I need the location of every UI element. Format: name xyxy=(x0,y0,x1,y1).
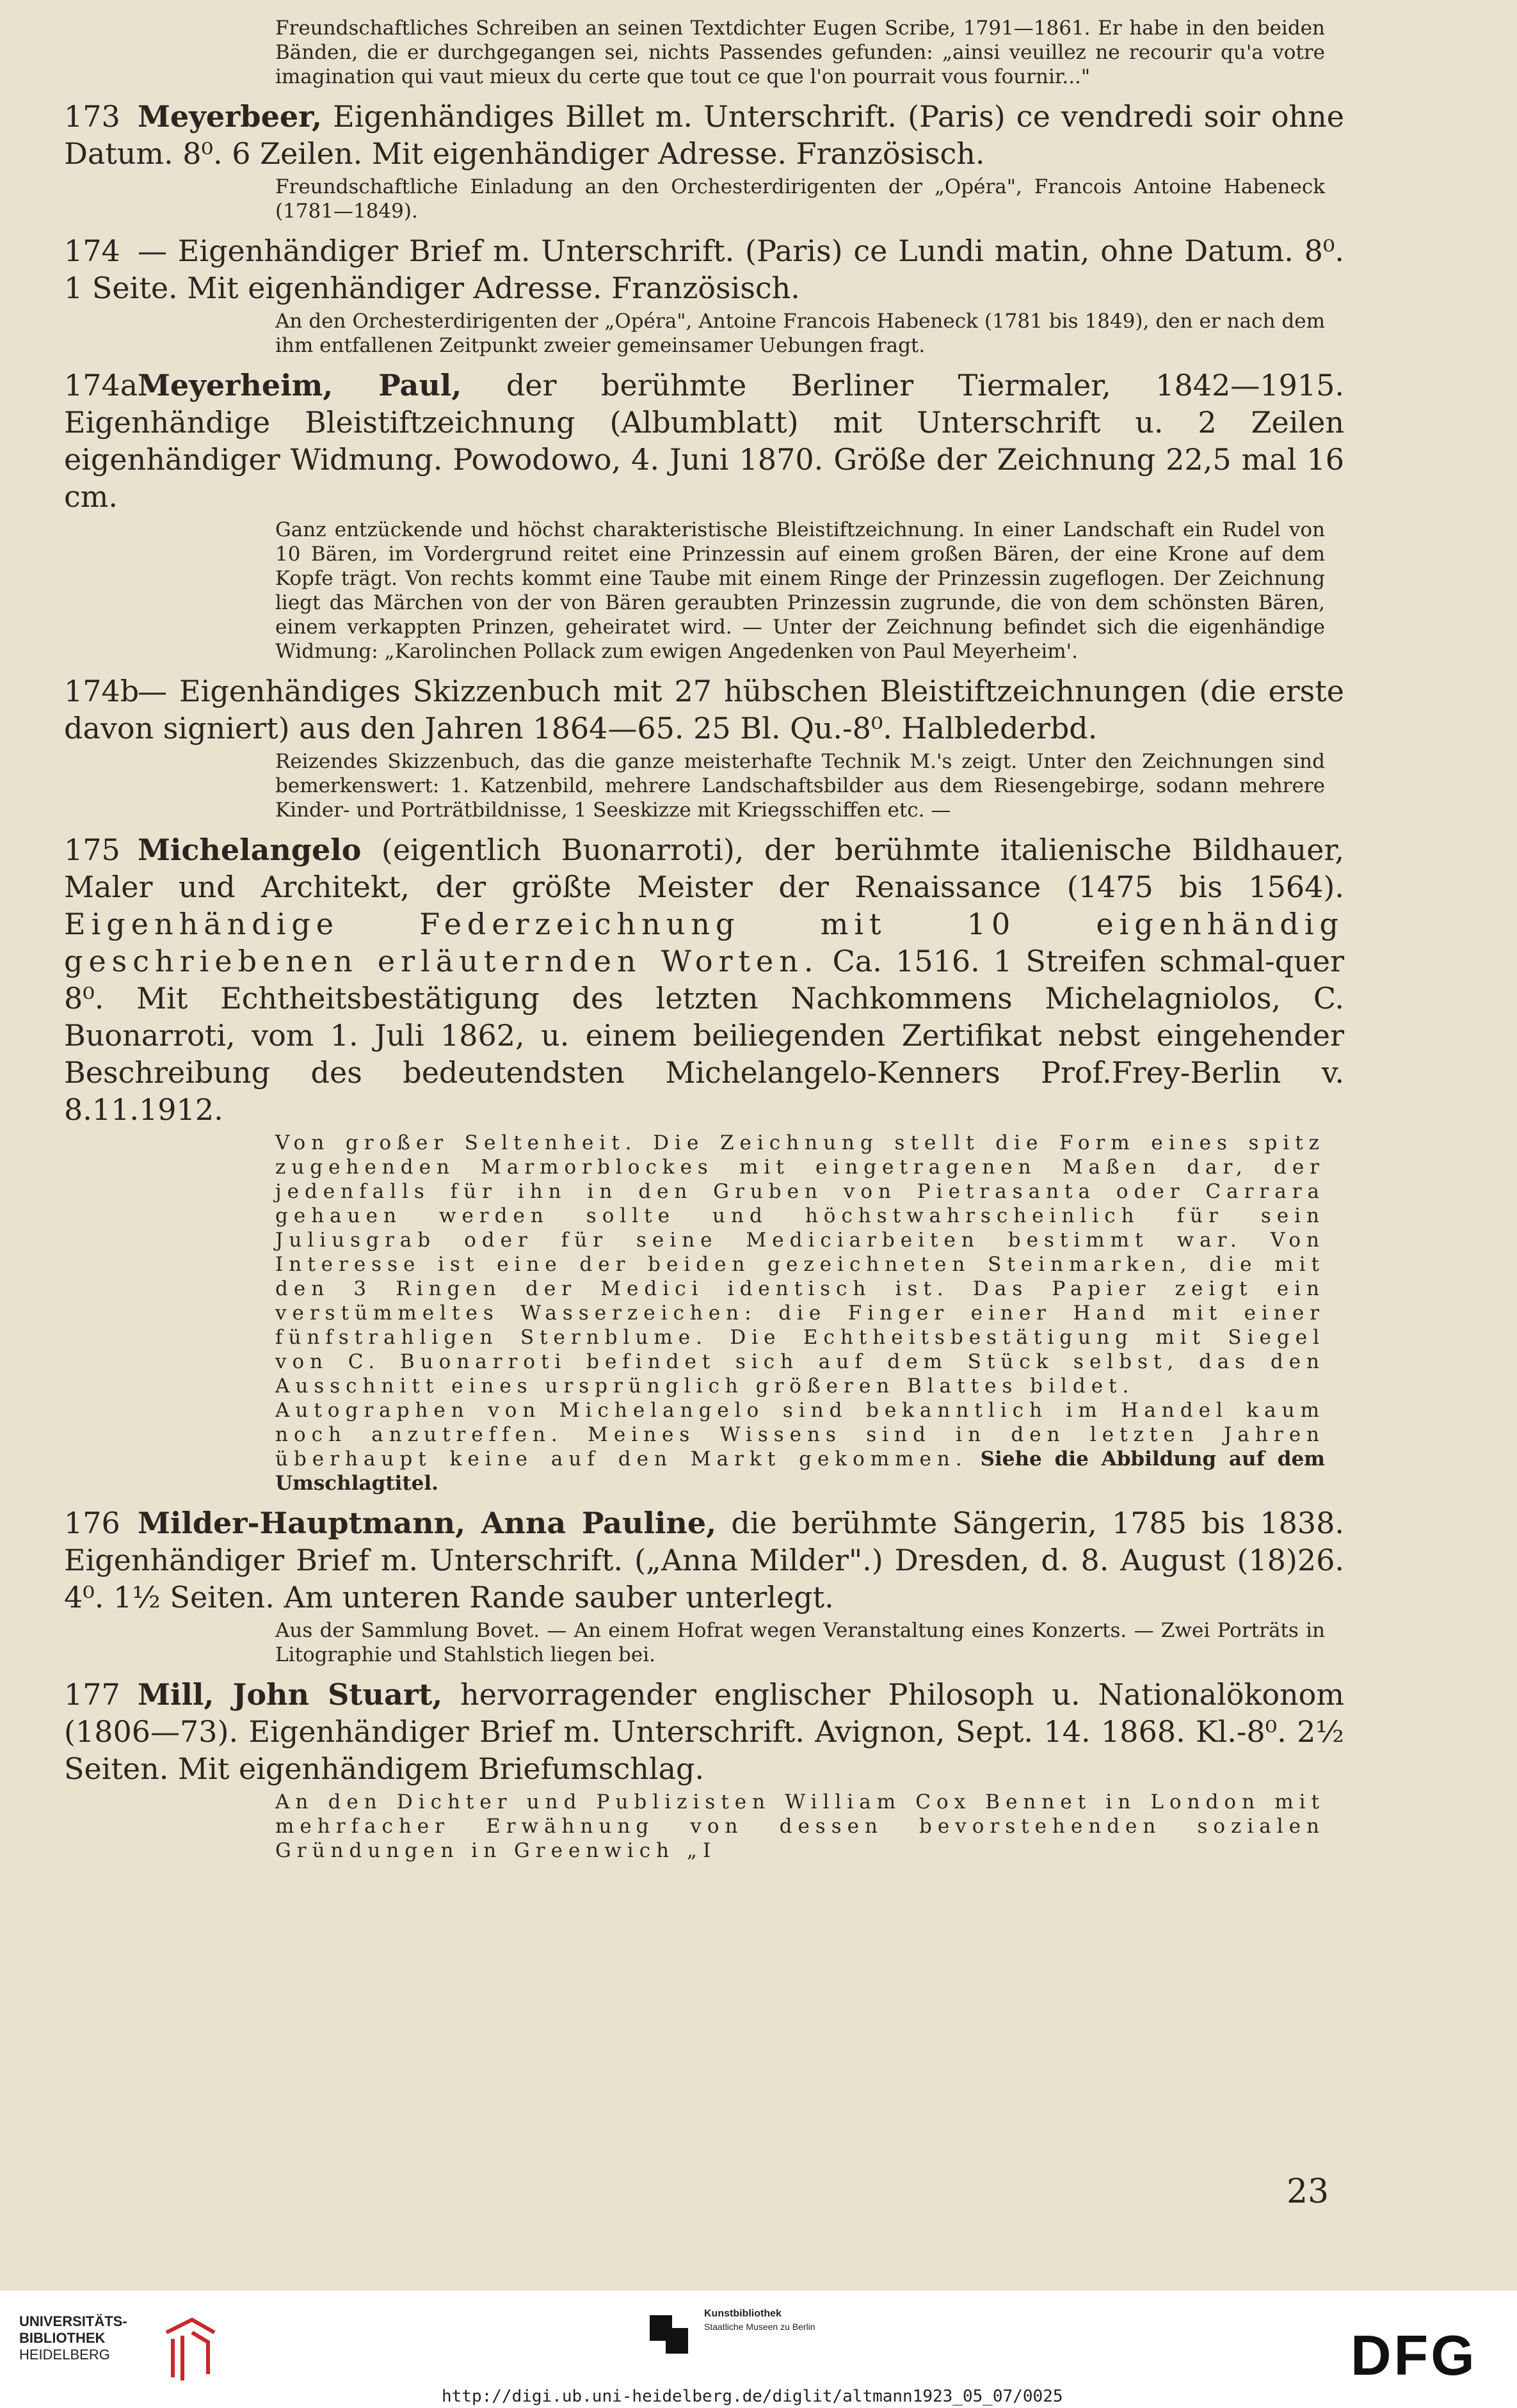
entry-description: An den Dichter und Publizisten William Cox Bennet in London mit mehrfacher Erwähnung von dessen bevorstehenden sozialen Gründungen in Greenwich „I xyxy=(275,1790,1325,1862)
entry-175 xyxy=(64,831,1344,1495)
entry-description: An den Orchesterdirigenten der „Opéra", Antoine Francois Habeneck (1781 bis 1849), den er nach dem ihm entfallenen Zeitpunkt zweier gemeinsamer Uebungen fragt. xyxy=(275,310,1325,357)
page-number: 23 xyxy=(1287,2173,1329,2211)
entry-173 xyxy=(64,98,1344,223)
kunstbibliothek-logo[interactable] xyxy=(646,2307,839,2377)
continued-description: Freundschaftliches Schreiben an seinen Textdichter Eugen Scribe, 1791—1861. Er habe in den beiden Bänden, die er durchgegangen sei, nichts Passendes gefunden: „ainsi veuillez ne recourir qu'a votre imagination qui vaut mieux du certe que tout ce que l'on pourrait vous fournir..." xyxy=(275,17,1325,88)
entry-description: Reizendes Skizzenbuch, das die ganze meisterhafte Technik M.'s zeigt. Unter den Zeichnungen sind bemerkenswert: 1. Katzenbild, mehrere Landschaftsbilder aus dem Riesengebirge, sodann mehrere Kinder- und Porträtbildnisse, 1 Seeskizze mit Kriegsschiffen etc. — xyxy=(275,750,1325,822)
ub-name-line3: HEIDELBERG xyxy=(19,2347,110,2363)
entry-number: 175 xyxy=(64,833,120,867)
entry-174a xyxy=(64,367,1344,664)
catalog-content xyxy=(64,16,1344,1863)
entry-name: Meyerheim, Paul, xyxy=(138,368,462,403)
entry-head-spaced: Eigenhändige Federzeichnung mit 10 eigenhändig geschriebenen erläuternden Worten. xyxy=(64,907,1344,978)
entry-number: 174a xyxy=(64,368,138,403)
entry-number: 173 xyxy=(64,99,120,134)
entry-number: 174 xyxy=(64,234,120,268)
entry-head-a: (eigentlich Buonarroti), der berühmte italienische Bildhauer, Maler und Architekt, der größte Meister der Renaissance (1475 bis 1564). xyxy=(64,833,1344,904)
footer-bar xyxy=(0,2291,1517,2408)
entry-number: 176 xyxy=(64,1506,120,1540)
entry-177 xyxy=(64,1676,1344,1863)
entry-176 xyxy=(64,1504,1344,1667)
entry-head: — Eigenhändiger Brief m. Unterschrift. (Paris) ce Lundi matin, ohne Datum. 8⁰. 1 Seite. Mit eigenhändiger Adresse. Französisch. xyxy=(64,234,1344,305)
entry-174 xyxy=(64,232,1344,358)
kb-name: Kunstbibliothek xyxy=(704,2308,782,2319)
entry-head: — Eigenhändiges Skizzenbuch mit 27 hübschen Bleistiftzeichnungen (die erste davon signiert) aus den Jahren 1864—65. 25 Bl. Qu.-8⁰. Halblederbd. xyxy=(64,674,1344,746)
entry-head: Eigenhändiges Billet m. Unterschrift. (Paris) ce vendredi soir ohne Datum. 8⁰. 6 Zeilen. Mit eigenhändiger Adresse. Französisch. xyxy=(64,99,1344,171)
ub-heidelberg-logo[interactable] xyxy=(19,2313,224,2384)
ub-name-line2: BIBLIOTHEK xyxy=(19,2330,106,2346)
entry-description-1: Von großer Seltenheit. Die Zeichnung stellt die Form eines spitz zugehenden Marmorblockes mit eingetragenen Maßen dar, der jedenfalls für ihn in den Gruben von Pietrasanta oder Carrara gehauen werden sollte und höchstwahrscheinlich für sein Juliusgrab oder für seine Mediciarbeiten bestimmt war. Von Interesse ist eine der beiden gezeichneten Steinmarken, die mit den 3 Ringen der Medici identisch ist. Das Papier zeigt ein verstümmeltes Wasserzeichen: die Finger einer Hand mit einer fünfstrahligen Sternblume. Die Echtheitsbestätigung mit Siegel von C. Buonarroti befindet sich auf dem Stück selbst, das den Ausschnitt eines ursprünglich größeren Blattes bildet. xyxy=(275,1131,1325,1398)
entry-description-2: Autographen von Michelangelo sind bekanntlich im Handel kaum noch anzutreffen. Meines Wissens sind in den letzten Jahren überhaupt keine auf den Markt gekommen. xyxy=(275,1399,1325,1471)
entry-head: die berühmte Sängerin, 1785 bis 1838. Eigenhändiger Brief m. Unterschrift. („Anna Milder".) Dresden, d. 8. August (18)26. 4⁰. 1½ Seiten. Am unteren Rande sauber unterlegt. xyxy=(64,1506,1344,1615)
entry-head: hervorragender englischer Philosoph u. Nationalökonom (1806—73). Eigenhändiger Brief m. Unterschrift. Avignon, Sept. 14. 1868. Kl.-8⁰. 2½ Seiten. Mit eigenhändigem Briefumschlag. xyxy=(64,1677,1344,1786)
entry-name: Mill, John Stuart, xyxy=(138,1677,443,1712)
permalink-url[interactable]: http://digi.ub.uni-heidelberg.de/diglit/altmann1923_05_07/0025 xyxy=(442,2387,1063,2406)
entry-description: Freundschaftliche Einladung an den Orchesterdirigenten der „Opéra", Francois Antoine Habeneck (1781—1849). xyxy=(275,175,1325,223)
entry-description: Aus der Sammlung Bovet. — An einem Hofrat wegen Veranstaltung eines Konzerts. — Zwei Porträts in Litographie und Stahlstich liegen bei. xyxy=(275,1619,1325,1666)
entry-name: Michelangelo xyxy=(138,833,362,867)
ub-name-line1: UNIVERSITÄTS- xyxy=(19,2313,127,2329)
entry-head: der berühmte Berliner Tiermaler, 1842—1915. Eigenhändige Bleistiftzeichnung (Albumblatt) mit Unterschrift u. 2 Zeilen eigenhändiger Widmung. Powodowo, 4. Juni 1870. Größe der Zeichnung 22,5 mal 16 cm. xyxy=(64,368,1344,514)
kb-sub: Staatliche Museen zu Berlin xyxy=(704,2322,815,2332)
entry-name: Milder-Hauptmann, Anna Pauline, xyxy=(138,1506,717,1540)
entry-description: Ganz entzückende und höchst charakteristische Bleistiftzeichnung. In einer Landschaft ein Rudel von 10 Bären, im Vordergrund reitet eine Prinzessin auf einem großen Bären, der eine Krone auf dem Kopfe trägt. Von rechts kommt eine Taube mit einem Ringe der Prinzessin zugeflogen. Der Zeichnung liegt das Märchen von der von Bären geraubten Prinzessin zugrunde, die von dem schönsten Bären, einem verkappten Prinzen, geheiratet wird. — Unter der Zeichnung befindet sich die eigenhändige Widmung: „Karolinchen Pollack zum ewigen Angedenken von Paul Meyerheim'. xyxy=(275,518,1325,663)
entry-description-note: Siehe die Abbildung auf dem Umschlagtitel. xyxy=(275,1447,1325,1495)
entries-list xyxy=(64,98,1344,822)
entry-number: 174b xyxy=(64,674,140,708)
entry-number: 177 xyxy=(64,1677,120,1712)
entry-174b xyxy=(64,673,1344,822)
kunstbibliothek-icon xyxy=(646,2312,691,2357)
ub-mark-icon xyxy=(154,2313,224,2384)
dfg-logo[interactable]: DFG xyxy=(1351,2324,1477,2387)
entry-name: Meyerbeer, xyxy=(138,99,323,134)
entry-head-b: Ca. 1516. 1 Streifen schmal-quer 8⁰. Mit Echtheitsbestätigung des letzten Nachkommens Michelagniolos, C. Buonarroti, vom 1. Juli 1862, u. einem beiliegenden Zertifikat nebst eingehender Beschreibung des bedeutendsten Michelangelo-Kenners Prof.Frey-Berlin v. 8.11.1912. xyxy=(64,944,1344,1127)
